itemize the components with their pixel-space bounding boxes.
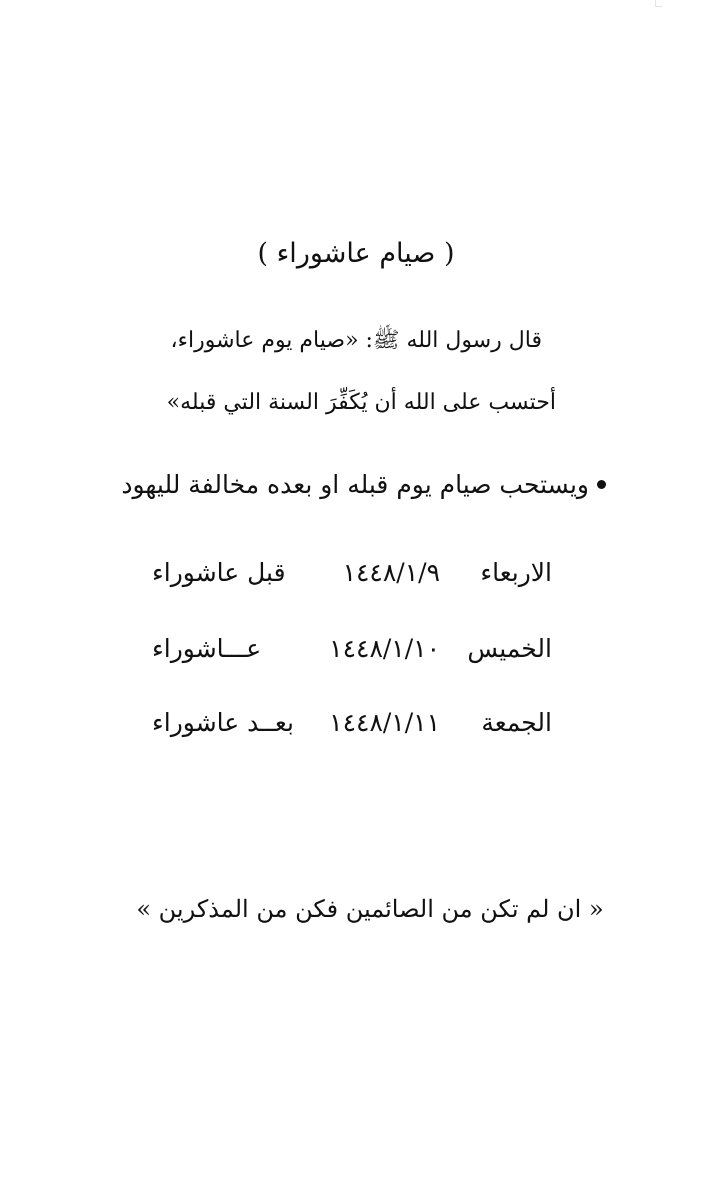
- page-title: ( صيام عاشوراء ): [257, 238, 455, 269]
- day-date: ١٤٤٨/١/١١: [329, 708, 440, 737]
- bullet-dot-icon: [597, 480, 606, 489]
- day-row-thursday: [152, 634, 552, 674]
- day-label: بعــد عاشوراء: [152, 708, 294, 737]
- day-name: الاربعاء: [480, 558, 552, 587]
- day-date: ١٤٤٨/١/٩: [342, 558, 440, 587]
- day-row-friday: [152, 708, 552, 748]
- day-label: عـــاشوراء: [152, 634, 262, 663]
- corner-mark: [655, 0, 662, 7]
- day-name: الجمعة: [481, 708, 552, 737]
- bullet-text: ويستحب صيام يوم قبله او بعده مخالفة لليهود: [121, 470, 589, 499]
- day-name: الخميس: [467, 634, 552, 663]
- hadith-line-2: أحتسب على الله أن يُكَفِّرَ السنة التي قبله»: [166, 390, 556, 415]
- bullet-item: [121, 470, 606, 499]
- day-date: ١٤٤٨/١/١٠: [329, 634, 440, 663]
- footer-quote: « ان لم تكن من الصائمين فكن من المذكرين »: [136, 895, 604, 923]
- hadith-line-1: قال رسول الله ﷺ: «صيام يوم عاشوراء،: [170, 328, 542, 353]
- day-label: قبل عاشوراء: [152, 558, 286, 587]
- day-row-wednesday: [152, 558, 552, 598]
